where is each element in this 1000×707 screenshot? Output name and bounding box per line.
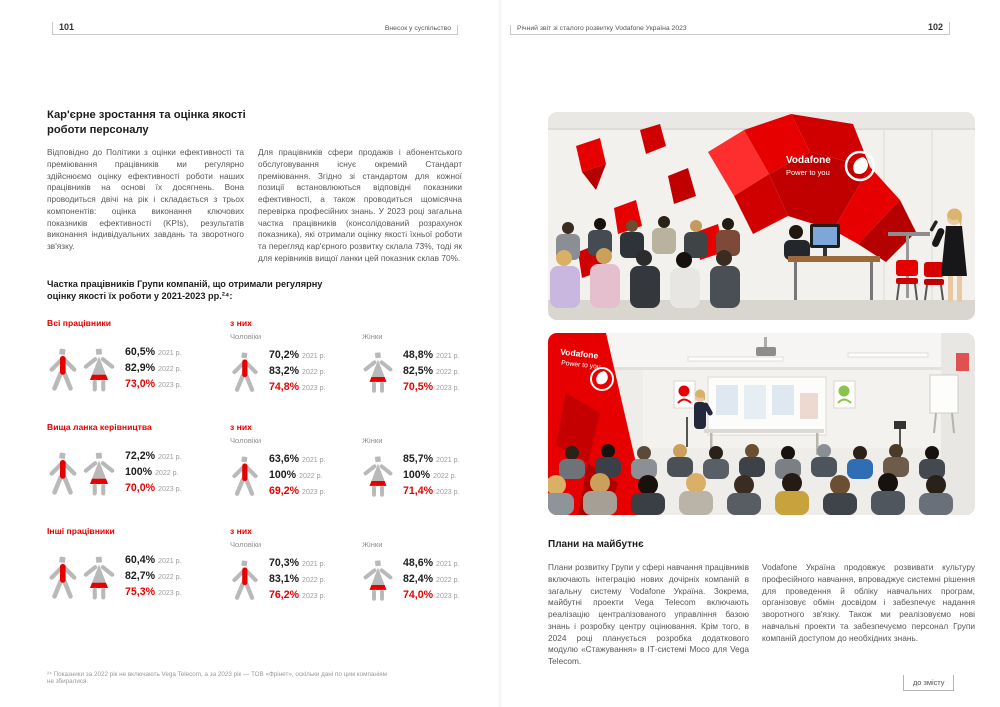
men-label: Чоловіки	[230, 332, 262, 341]
stat-value: 48,6%	[403, 557, 434, 569]
women-label: Жінки	[362, 540, 383, 549]
future-plans-heading: Плани на майбутнє	[548, 539, 644, 550]
stat-value: 70,0%	[125, 482, 156, 494]
stat-year: 2022 р.	[433, 473, 457, 480]
section-label: Внесок у суспільство	[385, 25, 458, 34]
stat-value: 85,7%	[403, 453, 434, 465]
audience-backs	[548, 444, 953, 515]
stat-group-label: Всі працівники	[47, 318, 111, 328]
stat-value: 82,5%	[403, 365, 434, 377]
vodafone-tagline: Power to you	[786, 168, 830, 177]
stat-year: 2021 р.	[158, 558, 182, 565]
men-label: Чоловіки	[230, 540, 262, 549]
stat-year: 2023 р.	[158, 486, 182, 493]
stat-group-all-employees	[47, 318, 475, 418]
stat-value: 48,8%	[403, 349, 434, 361]
footnote: ²⁴ Показники за 2022 рік не включають Vega Telecom, а за 2023 рік — ТОВ «Фрінет», оскільки дані по цим компаніям не збиралися.	[47, 671, 387, 685]
left-page-header	[52, 22, 458, 35]
stat-year: 2021 р.	[158, 350, 182, 357]
photo-training-room	[548, 333, 975, 515]
stat-value: 83,2%	[269, 365, 300, 377]
stat-group-label: Вища ланка керівництва	[47, 422, 152, 432]
future-plans-paragraph-1: Плани розвитку Групи у сфері навчання працівників включають інтеграцію нових дочірніх компаній в загальну систему Vodafone Україна. Зокрема, майбутні проекти Vega Telecom включають реалізацію централізованого управління базою знань і розробку центру оцінювання. Крім того, в 2024 році планується розробка додаткового модулю «Стажування» в ІТ-системі Moco для Vega Telecom.	[548, 562, 749, 667]
stat-value: 73,0%	[125, 378, 156, 390]
stat-value: 100%	[403, 469, 431, 481]
subgroup-label: з них	[230, 318, 252, 328]
subgroup-label: з них	[230, 422, 252, 432]
woman-pictogram-icon	[82, 452, 116, 497]
stat-values	[403, 453, 459, 501]
stat-year: 2022 р.	[155, 470, 179, 477]
people-icons	[47, 556, 116, 601]
stat-year: 2022 р.	[302, 577, 326, 584]
stat-value: 70,2%	[269, 349, 300, 361]
stat-group-other-employees	[47, 526, 475, 626]
stat-value: 75,3%	[125, 586, 156, 598]
vodafone-wordmark: Vodafone	[559, 346, 599, 361]
man-pictogram-icon	[47, 556, 79, 601]
stat-year: 2023 р.	[302, 489, 326, 496]
stat-year: 2023 р.	[302, 593, 326, 600]
stat-year: 2023 р.	[436, 385, 460, 392]
stat-group-label: Інші працівники	[47, 526, 115, 536]
stats-heading: Частка працівників Групи компаній, що отримали регулярну оцінку якості їх роботи у 2021-2023 рр.²⁴:	[47, 279, 323, 302]
stat-year: 2023 р.	[436, 489, 460, 496]
woman-pictogram-icon	[362, 559, 394, 603]
stat-value: 76,2%	[269, 589, 300, 601]
women-label: Жінки	[362, 332, 383, 341]
stat-values	[125, 450, 181, 498]
stat-value: 82,4%	[403, 573, 434, 585]
stat-year: 2021 р.	[436, 353, 460, 360]
stat-value: 63,6%	[269, 453, 300, 465]
stat-year: 2022 р.	[299, 473, 323, 480]
toc-link[interactable]: до змісту	[903, 675, 954, 691]
stat-value: 83,1%	[269, 573, 300, 585]
stat-value: 69,2%	[269, 485, 300, 497]
page-number-right: 102	[928, 22, 950, 34]
stat-value: 72,2%	[125, 450, 156, 462]
stat-value: 74,8%	[269, 381, 300, 393]
woman-pictogram-icon	[82, 556, 116, 601]
vodafone-tagline: Power to you	[560, 359, 601, 371]
stat-value: 82,7%	[125, 570, 156, 582]
stat-year: 2021 р.	[302, 561, 326, 568]
vodafone-wordmark: Vodafone	[786, 155, 831, 166]
stat-values	[403, 557, 459, 605]
stat-values	[269, 557, 325, 605]
stat-year: 2023 р.	[302, 385, 326, 392]
people-icons	[47, 348, 116, 393]
man-pictogram-icon	[47, 348, 79, 393]
stat-year: 2021 р.	[158, 454, 182, 461]
stat-group-top-management	[47, 422, 475, 522]
stat-year: 2023 р.	[158, 382, 182, 389]
subgroup-label: з них	[230, 526, 252, 536]
stat-values	[125, 346, 181, 394]
stat-year: 2023 р.	[158, 590, 182, 597]
photo-training-presentation	[548, 112, 975, 320]
woman-pictogram-icon	[362, 455, 394, 499]
men-label: Чоловіки	[230, 436, 262, 445]
stat-value: 60,5%	[125, 346, 156, 358]
stat-year: 2022 р.	[436, 577, 460, 584]
stat-value: 82,9%	[125, 362, 156, 374]
women-label: Жінки	[362, 436, 383, 445]
man-pictogram-icon	[230, 455, 260, 499]
stat-year: 2022 р.	[158, 366, 182, 373]
stat-value: 70,3%	[269, 557, 300, 569]
stat-values	[269, 453, 325, 501]
intro-paragraph-1: Відповідно до Політики з оцінки ефективності та преміювання працівників ми регулярно здійснюємо оцінку ефективності роботи наших працівників на основі їх досягнень. Вона проводиться двічі на рік і складається з трьох компонентів: оцінка виконання ключових показників ефективності (KPIs), результатів виконання індивідуальних завдань та зворотного зв'язку.	[47, 147, 244, 252]
stat-year: 2021 р.	[436, 561, 460, 568]
stat-value: 100%	[125, 466, 153, 478]
stat-year: 2021 р.	[302, 457, 326, 464]
stat-values	[403, 349, 459, 397]
stat-values	[125, 554, 181, 602]
intro-paragraph-2: Для працівників сфери продажів і абонентського обслуговування існує окремий Стандарт преміювання. Згідно зі стандартом для кожної позиції встановлюються відповідні показники ефективності, а також проводиться щомісячна перевірка професійних знань. У 2023 році загальна частка працівників (консолідований розрахунок показника), які отримали оцінку якості їхньої роботи та перегляд кар'єрного розвитку склала 73%, тоді як для керівників вищої ланки цей показник склав 70%.	[258, 147, 462, 264]
projection-screen	[708, 377, 826, 435]
page-number-left: 101	[52, 22, 74, 34]
stat-year: 2022 р.	[158, 574, 182, 581]
wall-art-red	[674, 381, 695, 408]
man-pictogram-icon	[230, 559, 260, 603]
right-page-header	[510, 22, 950, 35]
stat-value: 70,5%	[403, 381, 434, 393]
stat-year: 2022 р.	[302, 369, 326, 376]
stat-values	[269, 349, 325, 397]
page-title: Кар'єрне зростання та оцінка якості роботи персоналу	[47, 109, 246, 136]
people-icons	[47, 452, 116, 497]
man-pictogram-icon	[47, 452, 79, 497]
man-pictogram-icon	[230, 351, 260, 395]
stat-value: 74,0%	[403, 589, 434, 601]
wall-art-green	[834, 381, 855, 408]
report-title-label: Річний звіт зі сталого розвитку Vodafone Україна 2023	[510, 25, 687, 34]
stat-value: 60,4%	[125, 554, 156, 566]
page-seam	[498, 0, 502, 707]
stat-year: 2022 р.	[436, 369, 460, 376]
stat-value: 100%	[269, 469, 297, 481]
woman-pictogram-icon	[362, 351, 394, 395]
woman-pictogram-icon	[82, 348, 116, 393]
future-plans-paragraph-2: Vodafone Україна продовжує розвивати культуру професійного навчання, впроваджує системні рішення для проведення й обліку навчальних програм, організовує обмін досвідом і забезпечує надання зворотного зв'язку. Також ми реалізовуємо нові навчальні проекти та забезпечуємо персонал Групи компаній доступом до необхідних знань.	[762, 562, 975, 643]
stat-year: 2023 р.	[436, 593, 460, 600]
stat-year: 2021 р.	[302, 353, 326, 360]
stat-year: 2021 р.	[436, 457, 460, 464]
stat-value: 71,4%	[403, 485, 434, 497]
